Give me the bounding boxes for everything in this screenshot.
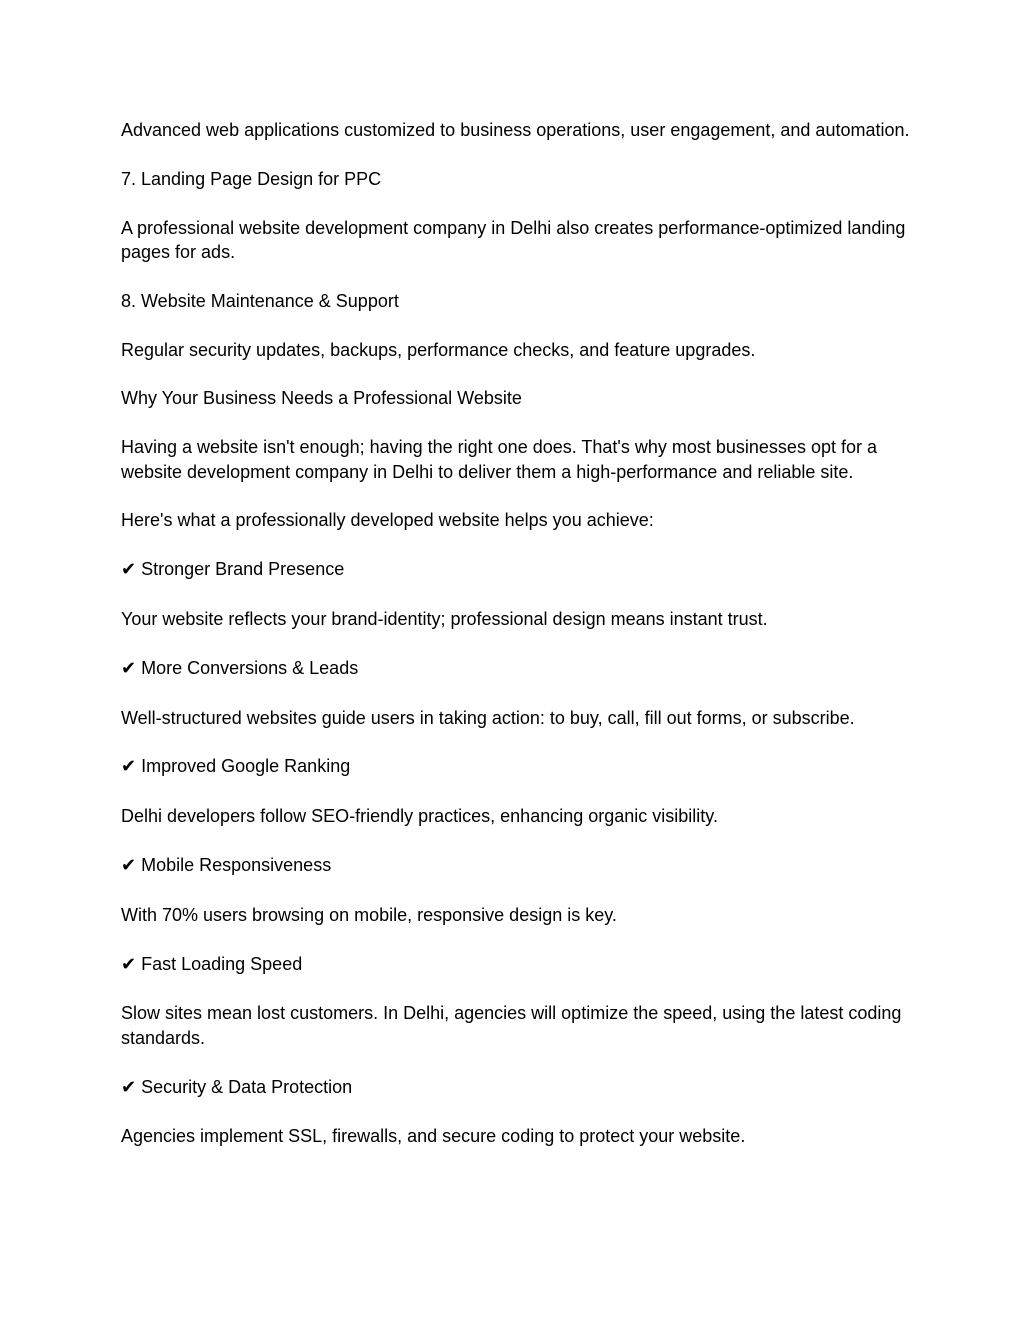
benefit-heading	[121, 754, 911, 779]
why-paragraph: Having a website isn't enough; having the right one does. That's why most businesses opt for a website development company in Delhi to deliver them a high-performance and reliable site.	[121, 437, 877, 482]
benefit-title: More Conversions & Leads	[141, 657, 359, 678]
benefit-title: Security & Data Protection	[141, 1076, 353, 1097]
checkmark-icon: ✔	[121, 1076, 137, 1098]
checkmark-icon: ✔	[121, 854, 137, 876]
benefit-heading	[121, 952, 911, 977]
checkmark-icon: ✔	[121, 756, 137, 778]
maintenance-heading: 8. Website Maintenance & Support	[121, 290, 399, 311]
benefit-title: Mobile Responsiveness	[141, 854, 332, 875]
benefit-text: Agencies implement SSL, firewalls, and secure coding to protect your website.	[121, 1126, 746, 1147]
achieve-paragraph: Here's what a professionally developed website helps you achieve:	[121, 510, 654, 531]
maintenance-paragraph: Regular security updates, backups, performance checks, and feature upgrades.	[121, 339, 756, 360]
benefit-title: Stronger Brand Presence	[141, 559, 345, 580]
why-heading: Why Your Business Needs a Professional Website	[121, 388, 522, 409]
benefit-heading	[121, 656, 911, 681]
landing-page-heading: 7. Landing Page Design for PPC	[121, 168, 382, 189]
document-body	[121, 118, 911, 1173]
benefit-text: Well-structured websites guide users in taking action: to buy, call, fill out forms, or subscribe.	[121, 707, 855, 728]
benefit-title: Improved Google Ranking	[141, 756, 351, 777]
checkmark-icon: ✔	[121, 953, 137, 975]
checkmark-icon: ✔	[121, 559, 137, 581]
landing-page-paragraph: A professional website development company in Delhi also creates performance-optimized landing pages for ads.	[121, 217, 906, 262]
benefit-text: Slow sites mean lost customers. In Delhi, agencies will optimize the speed, using the latest coding standards.	[121, 1003, 902, 1048]
benefit-text: Your website reflects your brand-identity; professional design means instant trust.	[121, 608, 768, 629]
web-apps-paragraph: Advanced web applications customized to business operations, user engagement, and automation.	[121, 120, 910, 140]
benefit-heading	[121, 1075, 911, 1100]
benefit-heading	[121, 853, 911, 878]
benefit-heading	[121, 557, 911, 582]
checkmark-icon: ✔	[121, 657, 137, 679]
benefit-title: Fast Loading Speed	[141, 953, 303, 974]
benefit-text: With 70% users browsing on mobile, responsive design is key.	[121, 904, 617, 925]
benefit-text: Delhi developers follow SEO-friendly practices, enhancing organic visibility.	[121, 806, 718, 827]
